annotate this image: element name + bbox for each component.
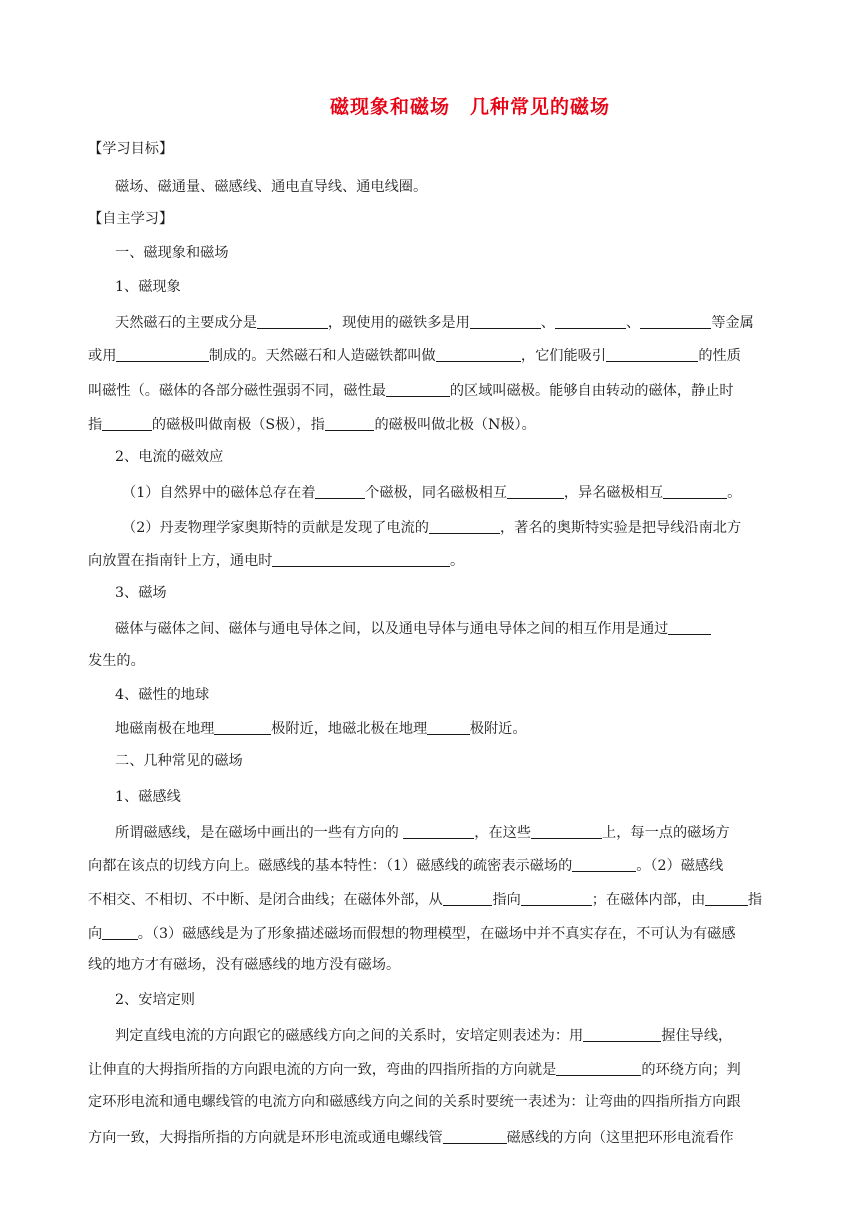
answer-blank — [214, 720, 271, 735]
answer-blank — [606, 347, 698, 362]
answer-blank — [116, 347, 208, 362]
text-line: 向放置在指南针上方，通电时 。 — [88, 553, 465, 569]
text-line: 线的地方才有磁场，没有磁感线的地方没有磁场。 — [88, 957, 401, 973]
text-line: 1、磁感线 — [115, 789, 181, 805]
answer-blank — [531, 824, 602, 839]
text-line: 或用 制成的。天然磁石和人造磁铁都叫做 ，它们能吸引 的性质 — [88, 348, 741, 364]
text-line: 定环形电流和通电螺线管的电流方向和磁感线方向之间的关系时要统一表述为：让弯曲的四指所指方向跟 — [88, 1094, 741, 1110]
page-title: 磁现象和磁场 几种常见的磁场 — [329, 96, 610, 118]
text-line: 指 的磁极叫做南极（S极），指 的磁极叫做北极（N极）。 — [88, 417, 536, 433]
text-line: （1）自然界中的磁体总存在着 个磁极，同名磁极相互 ，异名磁极相互 。 — [122, 485, 742, 501]
answer-blank — [315, 484, 365, 499]
answer-blank — [556, 1061, 641, 1076]
answer-blank — [555, 314, 626, 329]
answer-blank — [507, 484, 564, 499]
text-line: 2、安培定则 — [115, 992, 195, 1008]
answer-blank — [325, 416, 375, 431]
text-line: 4、磁性的地球 — [115, 687, 210, 703]
answer-blank — [583, 1027, 661, 1042]
text-line: 所谓磁感线，是在磁场中画出的一些有方向的 ，在这些 上，每一点的磁场方 — [115, 825, 730, 841]
text-line: 向 。（3）磁感线是为了形象描述磁场而假想的物理模型，在磁场中并不真实存在，不可认为有磁感 — [88, 926, 736, 942]
answer-blank — [403, 824, 474, 839]
answer-blank — [668, 620, 711, 635]
answer-blank — [272, 552, 450, 567]
answer-blank — [436, 347, 521, 362]
answer-blank — [470, 314, 541, 329]
answer-blank — [257, 314, 328, 329]
text-line: 磁体与磁体之间、磁体与通电导体之间，以及通电导体与通电导体之间的相互作用是通过 — [115, 620, 711, 636]
text-line: 3、磁场 — [115, 585, 167, 601]
text-line: 天然磁石的主要成分是 ，现使用的磁铁多是用 、 、 等金属 — [115, 315, 754, 331]
answer-blank — [429, 519, 500, 534]
answer-blank — [663, 484, 727, 499]
text-line: 方向一致，大拇指所指的方向就是环形电流或通电螺线管 磁感线的方向（这里把环形电流看作 — [88, 1130, 734, 1146]
text-line: 【学习目标】 — [88, 141, 174, 157]
answer-blank — [443, 1129, 507, 1144]
answer-blank — [572, 857, 636, 872]
text-line: 发生的。 — [88, 653, 145, 669]
text-line: 向都在该点的切线方向上。磁感线的基本特性：（1）磁感线的疏密表示磁场的 。（2）磁感线 — [88, 858, 724, 874]
answer-blank — [102, 416, 152, 431]
text-line: 叫磁性（。磁体的各部分磁性强弱不同，磁性最 的区域叫磁极。能够自由转动的磁体，静止时 — [88, 383, 734, 399]
text-line: 磁场、磁通量、磁感线、通电直导线、通电线圈。 — [115, 179, 428, 195]
text-line: 二、几种常见的磁场 — [115, 753, 243, 769]
text-line: 2、电流的磁效应 — [115, 449, 224, 465]
text-line: 让伸直的大拇指所指的方向跟电流的方向一致，弯曲的四指所指的方向就是 的环绕方向；判 — [88, 1062, 741, 1078]
answer-blank — [427, 720, 470, 735]
text-line: 1、磁现象 — [115, 279, 181, 295]
text-line: （2）丹麦物理学家奥斯特的贡献是发现了电流的 ，著名的奥斯特实验是把导线沿南北方 — [122, 520, 742, 536]
answer-blank — [386, 382, 450, 397]
answer-blank — [443, 891, 493, 906]
text-line: 一、磁现象和磁场 — [115, 245, 229, 261]
answer-blank — [705, 891, 748, 906]
text-line: 地磁南极在地理 极附近，地磁北极在地理 极附近。 — [115, 721, 527, 737]
text-line: 【自主学习】 — [88, 211, 174, 227]
answer-blank — [521, 891, 592, 906]
text-line: 判定直线电流的方向跟它的磁感线方向之间的关系时，安培定则表述为：用 握住导线， — [115, 1028, 733, 1044]
answer-blank — [102, 925, 138, 940]
answer-blank — [640, 314, 711, 329]
text-line: 不相交、不相切、不中断、是闭合曲线；在磁体外部，从 指向 ；在磁体内部，由 指 — [88, 892, 763, 908]
